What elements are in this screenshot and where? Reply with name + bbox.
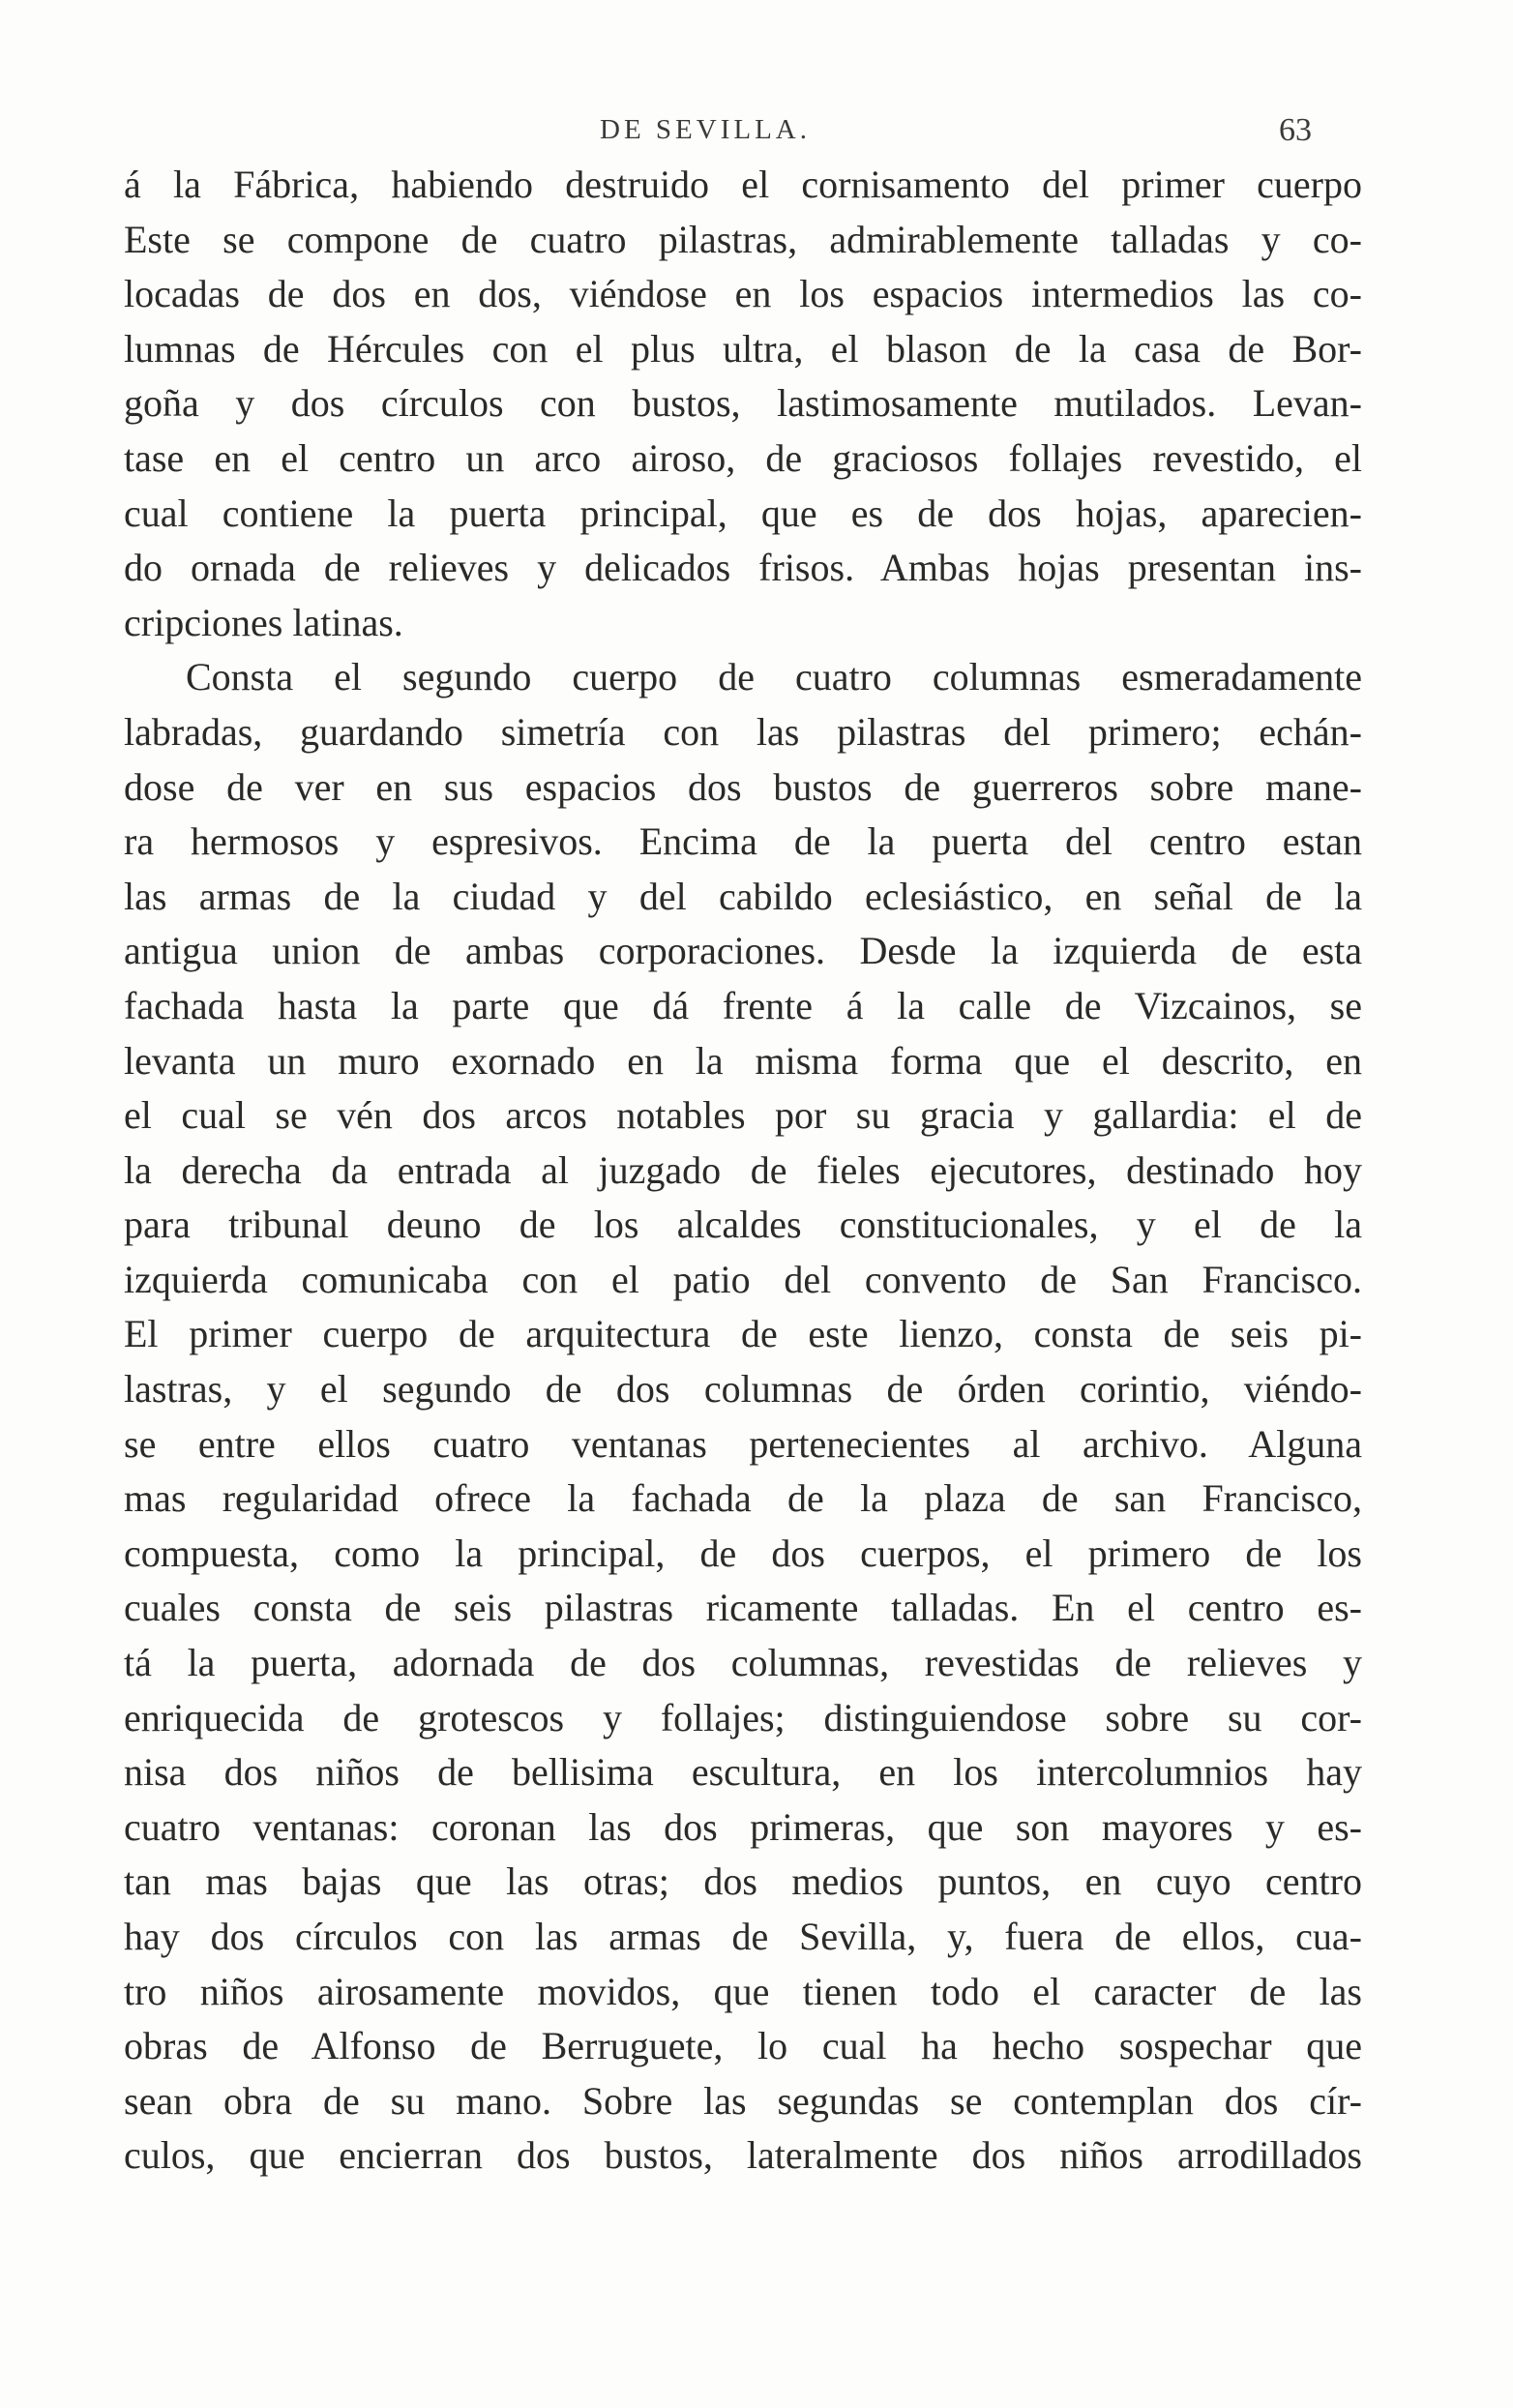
text-line: dose de ver en sus espacios dos bustos de guerreros sobre mane- bbox=[124, 764, 1362, 809]
running-head bbox=[0, 114, 1513, 153]
text-line: tro niños airosamente movidos, que tienen todo el caracter de las bbox=[124, 1969, 1362, 2013]
text-line: culos, que encierran dos bustos, lateralmente dos niños arrodillados bbox=[124, 2133, 1362, 2178]
text-line: enriquecida de grotescos y follajes; distinguiendose sobre su cor- bbox=[124, 1695, 1362, 1739]
text-line: cual contiene la puerta principal, que es de dos hojas, aparecien- bbox=[124, 491, 1362, 535]
text-line: labradas, guardando simetría con las pilastras del primero; echán- bbox=[124, 709, 1362, 754]
text-line: cuatro ventanas: coronan las dos primeras, que son mayores y es- bbox=[124, 1804, 1362, 1849]
text-line: cuales consta de seis pilastras ricamente talladas. En el centro es- bbox=[124, 1586, 1362, 1630]
text-line: hay dos círculos con las armas de Sevilla, y, fuera de ellos, cua- bbox=[124, 1915, 1362, 1958]
text-line: á la Fábrica, habiendo destruido el cornisamento del primer cuerpo bbox=[124, 163, 1362, 206]
text-line: levanta un muro exornado en la misma forma que el descrito, en bbox=[124, 1038, 1362, 1083]
text-line: fachada hasta la parte que dá frente á la calle de Vizcainos, se bbox=[124, 983, 1362, 1027]
text-line: ra hermosos y espresivos. Encima de la puerta del centro estan bbox=[124, 819, 1362, 864]
text-line: goña y dos círculos con bustos, lastimosamente mutilados. Levan- bbox=[124, 381, 1362, 426]
text-line: mas regularidad ofrece la fachada de la plaza de san Francisco, bbox=[124, 1476, 1362, 1521]
text-line: el cual se vén dos arcos notables por su gracia y gallardia: el de bbox=[124, 1093, 1362, 1138]
text-line: tá la puerta, adornada de dos columnas, revestidas de relieves y bbox=[124, 1641, 1362, 1685]
text-line: tan mas bajas que las otras; dos medios puntos, en cuyo centro bbox=[124, 1859, 1362, 1904]
text-line: El primer cuerpo de arquitectura de este lienzo, consta de seis pi- bbox=[124, 1312, 1362, 1356]
text-line: compuesta, como la principal, de dos cuerpos, el primero de los bbox=[124, 1531, 1362, 1575]
text-line: antigua union de ambas corporaciones. Desde la izquierda de esta bbox=[124, 929, 1362, 973]
text-line: do ornada de relieves y delicados frisos. Ambas hojas presentan ins- bbox=[124, 546, 1362, 590]
text-line: Este se compone de cuatro pilastras, admirablemente talladas y co- bbox=[124, 217, 1362, 261]
text-line: Consta el segundo cuerpo de cuatro columnas esmeradamente bbox=[186, 655, 1362, 699]
text-line: nisa dos niños de bellisima escultura, en los intercolumnios hay bbox=[124, 1750, 1362, 1795]
page-number: 63 bbox=[1279, 112, 1312, 148]
body-text bbox=[124, 158, 1362, 2184]
text-line: lumnas de Hércules con el plus ultra, el blason de la casa de Bor- bbox=[124, 326, 1362, 371]
text-line: izquierda comunicaba con el patio del convento de San Francisco. bbox=[124, 1257, 1362, 1301]
text-line: lastras, y el segundo de dos columnas de órden corintio, viéndo- bbox=[124, 1367, 1362, 1412]
text-line: cripciones latinas. bbox=[124, 600, 403, 644]
text-line: sean obra de su mano. Sobre las segundas se contemplan dos cír- bbox=[124, 2078, 1362, 2123]
text-line: la derecha da entrada al juzgado de fieles ejecutores, destinado hoy bbox=[124, 1147, 1362, 1192]
text-line: tase en el centro un arco airoso, de graciosos follajes revestido, el bbox=[124, 435, 1362, 480]
running-title: DE SEVILLA. bbox=[600, 114, 811, 145]
text-line: para tribunal deuno de los alcaldes constitucionales, y el de la bbox=[124, 1203, 1362, 1247]
text-line: se entre ellos cuatro ventanas pertenecientes al archivo. Alguna bbox=[124, 1421, 1362, 1466]
text-line: locadas de dos en dos, viéndose en los espacios intermedios las co- bbox=[124, 272, 1362, 316]
text-line: las armas de la ciudad y del cabildo eclesiástico, en señal de la bbox=[124, 874, 1362, 918]
text-line: obras de Alfonso de Berruguete, lo cual ha hecho sospechar que bbox=[124, 2024, 1362, 2068]
